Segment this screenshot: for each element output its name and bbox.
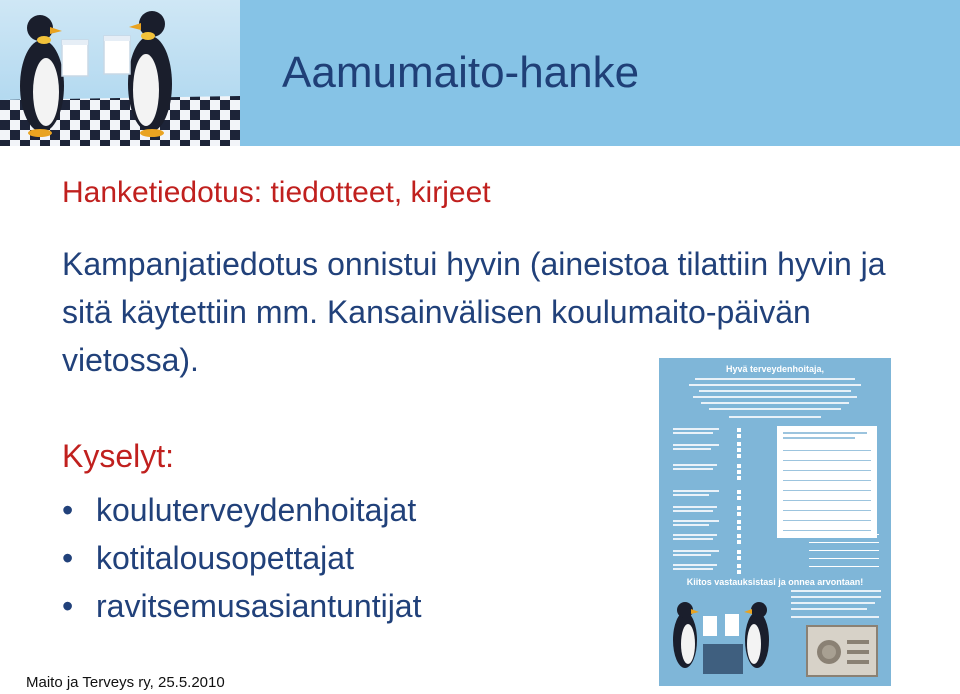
- surveys-label: Kyselyt:: [62, 438, 175, 474]
- poster-thanks: Kiitos vastauksistasi ja onnea arvontaan!: [686, 577, 864, 587]
- list-item: • kouluterveydenhoitajat: [62, 486, 421, 534]
- footer: Maito ja Terveys ry, 25.5.2010: [26, 674, 225, 691]
- poster-heading: Hyvä terveydenhoitaja,: [725, 364, 825, 374]
- survey-list: [62, 486, 421, 630]
- penguins-milk-image: [0, 0, 240, 146]
- subheading: Hanketiedotus: tiedotteet, kirjeet: [62, 176, 491, 209]
- header-banner: [0, 0, 960, 146]
- campaign-paragraph: Kampanjatiedotus onnistui hyvin (aineistoa tilattiin hyvin ja sitä käytettiin mm. Kansainvälisen koulumaito-päivän vietossa).: [62, 246, 886, 378]
- poster-graphic: [659, 358, 891, 686]
- list-item: • ravitsemusasiantuntijat: [62, 582, 421, 630]
- slide-title: Aamumaito-hanke: [282, 48, 640, 97]
- survey-poster-image: [659, 358, 891, 686]
- list-item: • kotitalousopettajat: [62, 534, 421, 582]
